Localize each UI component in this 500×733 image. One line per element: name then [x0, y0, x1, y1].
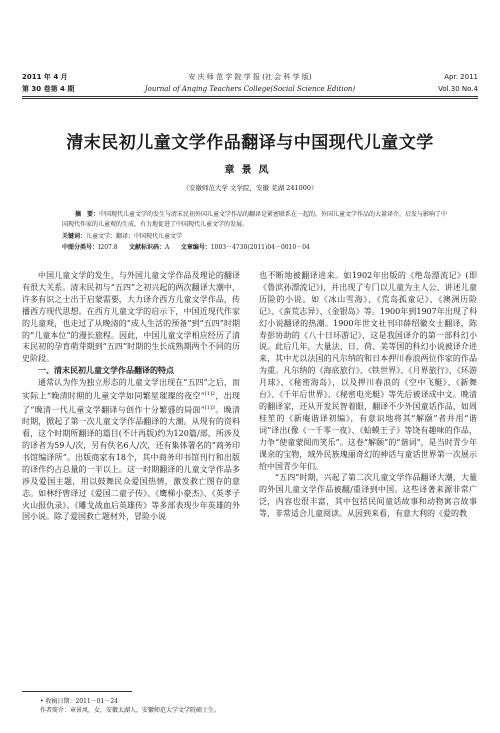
abstract-label: 摘 要：	[75, 211, 100, 218]
art-value: 1003－4730(2011)04－0010－04	[210, 244, 310, 251]
right-column	[259, 270, 477, 520]
volume-issue-en: Vol.30 No.4	[438, 85, 478, 93]
journal-title-en: Journal of Anqing Teachers College(Social Science Edition)	[144, 85, 356, 93]
doc-value: A	[165, 244, 170, 251]
issue-date: 2011 年 4 月	[22, 73, 68, 81]
abstract	[62, 210, 448, 230]
journal-title-cn: 安 庆 师 范 学 院 学 报 (社 会 科 学 版)	[188, 73, 312, 81]
citation-1: [1]2	[204, 391, 216, 398]
classification-line	[62, 243, 448, 253]
doc-label: 文献标识码：	[129, 244, 166, 251]
right-paragraph-2: “五四”时期，兴起了第二次儿童文学作品翻译大潮，大量的外国儿童文学作品被翻/重译到中国。这些译著来源非常广泛，内容也很丰富，其中包括民间童话故事和动物寓言故事等，非常适合儿童阅读。从因到来看，有意大利的《爱的教	[259, 473, 477, 519]
section1-paragraph	[22, 377, 240, 523]
paper-title: 清末民初儿童文学作品翻译与中国现代儿童文学	[66, 133, 434, 153]
art-label: 文章编号：	[180, 244, 211, 251]
received-text: 收稿日期：2011－01－24	[45, 698, 118, 705]
section-heading-1: 一、清末民初儿童文学作品翻译的特点	[38, 366, 174, 376]
intro-paragraph: 中国儿童文学的发生，与外国儿童文学作品及理论的翻译有很大关系。清末民初与“五四”之初兴起的两次翻译大潮中，许多有识之士出于启蒙需要，大力译介西方儿童文学作品，传播西方现代思想。在西方儿童文学的启示下，中国近现代作家的儿童观，也走过了从晚清的“成人生活的预备”到“五四”时期的“儿童本位”的漫长旅程。因此，中国儿童文学相应经历了清末民初的孕育萌芽期到“五四”时期的生长成熟期两个不同的历史阶段。	[22, 271, 240, 364]
abstract-text: 中国现代儿童文学的发生与清末民初外国儿童文学作品的翻译是紧密联系在一起的。外国儿童文学作品的大量译介，启发与影响了中国现代作家的儿童观的生成，有力地促进了中国现代儿童文学的发展。	[62, 211, 448, 228]
section1-text-c: 。晚清时期，掀起了第一次儿童文学作品翻译的大潮。从现有的资料看，这个时期所翻译的篇目(不计再版)约为120篇/部，所涉及的译者为59人/次，另有佚名6人/次，还有集体署名的“商务印书馆编译所”。出版商家有18个，其中商务印书馆刊行和出版的译作约占总量的一半以上。这一时期翻译的儿童文学作品多涉及爱国主题，用以鼓舞民众爱国热情，激发救亡图存的意志。如林纾曾译过《爱国二童子传》、《鹰梯小豪杰》、《英孝子火山报仇录》、《雕戈战血后英雄传》等多部表现少年英雄的外国小说。除了爱国救亡题材外，冒险小说	[22, 405, 240, 522]
keywords-text: 儿童文学；翻译；中国现代儿童文学	[86, 233, 183, 240]
cls-value: I207.8	[98, 244, 118, 251]
footnote-rule	[22, 691, 132, 692]
section1-text-b: ，出现了“晚清一代儿童文学翻译与创作十分繁盛的局面”	[22, 391, 240, 415]
author-bio: 作者简介：章景凤，女，安徽太湖人，安徽师范大学文学院硕士生。	[40, 707, 221, 714]
header-rule-thin	[22, 98, 478, 99]
volume-issue-cn: 第 30 卷第 4 期	[22, 85, 75, 93]
cls-label: 中图分类号：	[62, 244, 99, 251]
paper-author: 章景凤	[224, 165, 276, 176]
left-column	[22, 270, 240, 523]
section1-text-a: 通常认为作为独立形态的儿童文学出现在“五四”之后，而实际上“晚清时期的儿童文学如同繁星璀璨的夜空”	[22, 378, 240, 401]
keywords-label: 关键词：	[62, 233, 87, 240]
citation-2: [1]3	[204, 404, 216, 411]
right-paragraph-1: 也不断地被翻译进来。如1902年出版的《绝岛漂流记》(即《鲁滨孙漂流记》)，并出现了专门以儿童为主人公、讲述儿童历险的小说。如《冰山雪海》、《荒岛孤童记》、《澳洲历险记》、《蛮荒志异》、《金银岛》等。1900年到1907年出现了科幻小说翻译的热潮。1900年世文社刊印薛绍徽女士翻译，陈寿彭协助的《八十日环游记》，这是我国译介的第一部科幻小说。此后几年，大量法、日、荷、美等国的科幻小说被译介进来，其中尤以法国的凡尔纳的和日本押川春浪两位作家的作品为重。凡尔纳的《海底旅行》、《铁世界》、《月界旅行》、《环游月球》、《秘密海岛》，以及押川春浪的《空中飞艇》、《新舞台》、《千年后世界》、《秘密电光艇》等先后被译成中文。晚清的翻译家，还从开发民智着眼，翻译不少外国童话作品，如周桂笙的《新庵谐译初编》，有意识地将其“解颐”者并用“谐词”译出(像《一千零一夜》、《蛤蟆王子》等饶有趣味的作品，力争“使童蒙阅而笑乐”。这卷“解颐”的“谐词”，是当时青少年课余的宝物，域外民族瑰丽奇幻的神话与童话世界第一次展示给中国青少年们。	[259, 271, 477, 471]
received-date: • 收稿日期：2011－01－24	[40, 698, 118, 705]
footnote	[40, 697, 220, 715]
author-affiliation: （安徽师范大学 文学院，安徽 芜湖 241000）	[182, 184, 318, 192]
issue-date-en: Apr. 2011	[444, 73, 478, 81]
header-rule-thick	[22, 96, 478, 97]
keywords	[62, 232, 448, 242]
